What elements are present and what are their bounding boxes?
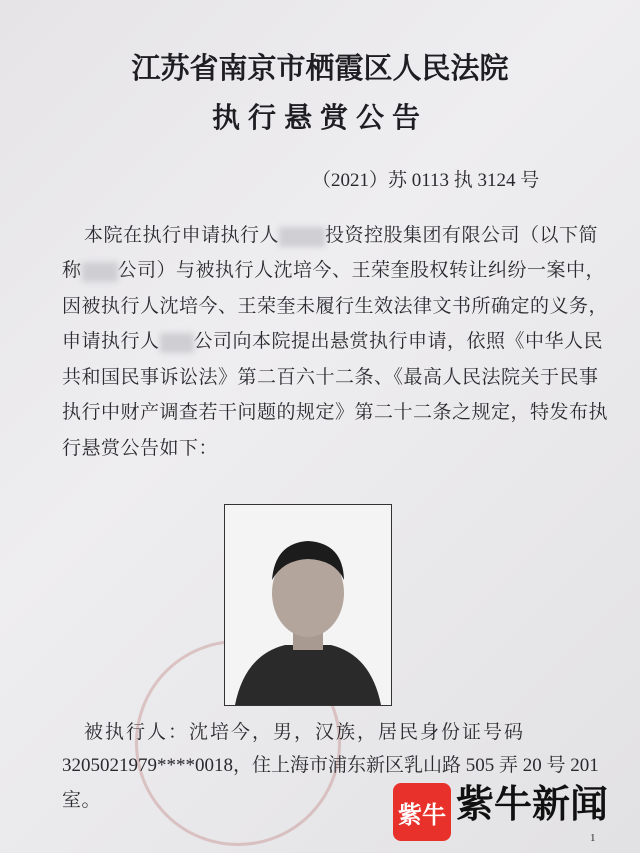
body-line: 称 公司）与被执行人沈培今、王荣奎股权转让纠纷一案中， [62,260,606,281]
person-info-line: 3205021979****0018，住上海市浦东新区乳山路 505 弄 20 号 201 [62,755,599,776]
redacted-name [160,333,194,353]
redacted-name [82,262,118,282]
body-line: 执行中财产调查若干问题的规定》第二十二条之规定，特发布执 [62,402,609,423]
logo-text: 紫牛 [398,800,446,829]
person-info-line: 室。 [62,790,102,811]
redacted-name [279,227,325,247]
ziniu-logo-icon [393,783,451,841]
case-number: （2021）苏 0113 执 3124 号 [312,170,540,191]
person-photo [224,504,392,706]
brand-watermark: 紫牛新闻 [456,782,609,826]
page-number: 1 [590,832,596,844]
body-line: 行悬赏公告如下： [62,438,219,459]
notice-title: 执行悬赏公告 [211,103,428,134]
court-name: 江苏省南京市栖霞区人民法院 [131,53,509,85]
body-line: 共和国民事诉讼法》第二百六十二条、《最高人民法院关于民事 [62,367,599,388]
body-line: 申请执行人 公司向本院提出悬赏执行申请，依照《中华人民 [62,331,604,352]
body-line: 本院在执行申请执行人 投资控股集团有限公司（以下简 [84,225,599,246]
person-info-line: 被执行人：沈培今，男，汉族，居民身份证号码 [84,722,526,743]
body-line: 因被执行人沈培今、王荣奎未履行生效法律文书所确定的义务， [62,296,609,317]
